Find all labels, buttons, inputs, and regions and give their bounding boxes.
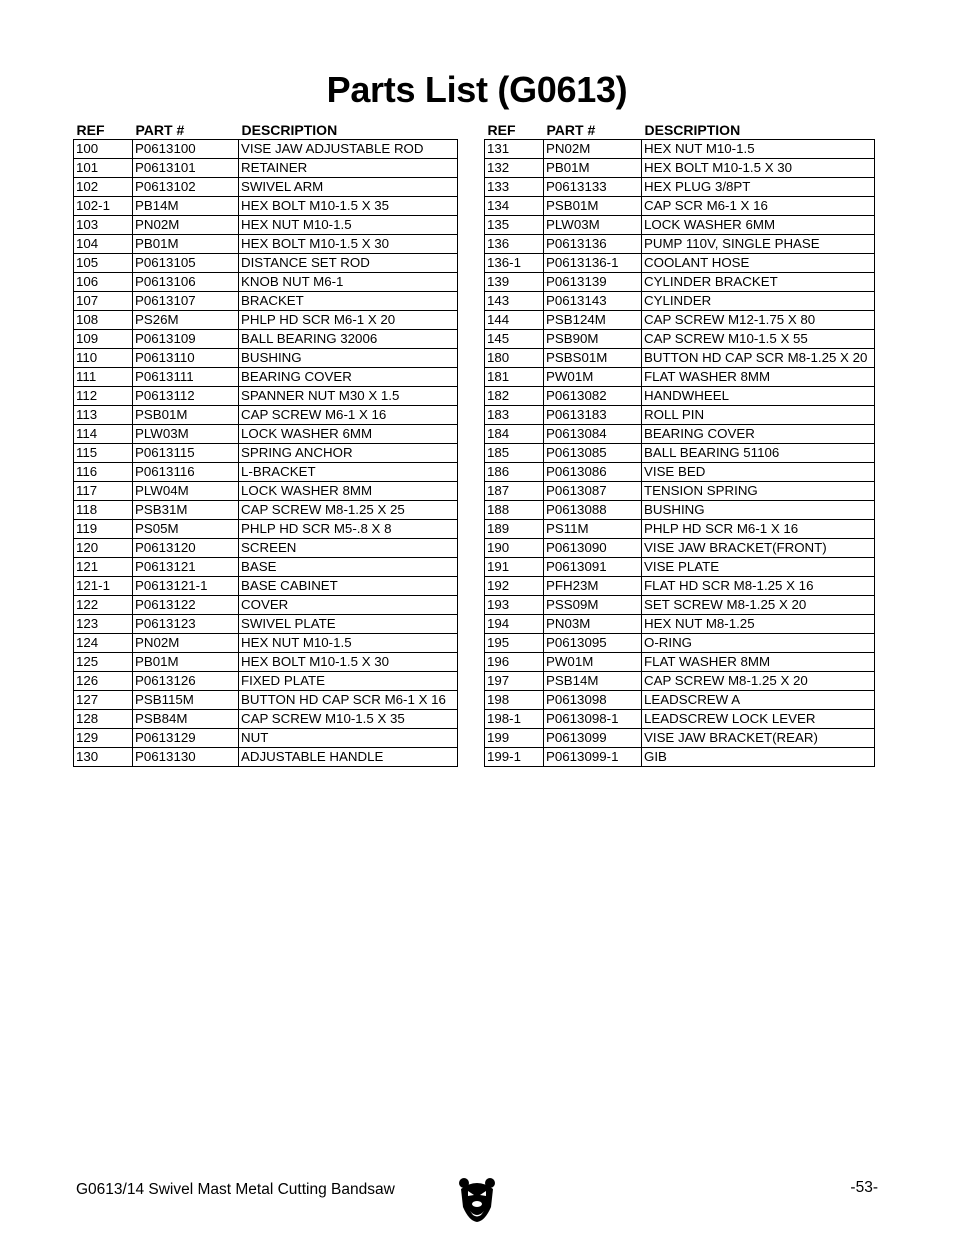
table-row [74,178,458,197]
parts-table-left [73,116,458,767]
cell-ref: 100 [74,140,133,159]
column-header-description: DESCRIPTION [644,122,741,138]
cell-description: LOCK WASHER 8MM [239,482,458,501]
cell-part-number: P0613122 [133,596,239,615]
table-row [74,273,458,292]
table-row [74,197,458,216]
cell-part-number: PFH23M [544,577,642,596]
table-row [485,634,875,653]
cell-description: VISE PLATE [642,558,875,577]
cell-ref: 194 [485,615,544,634]
cell-ref: 109 [74,330,133,349]
cell-ref: 195 [485,634,544,653]
cell-description: SCREEN [239,539,458,558]
table-row [485,349,875,368]
cell-description: FLAT WASHER 8MM [642,653,875,672]
cell-ref: 192 [485,577,544,596]
table-row [485,292,875,311]
cell-description: LEADSCREW LOCK LEVER [642,710,875,729]
cell-description: CYLINDER BRACKET [642,273,875,292]
cell-part-number: PB01M [133,235,239,254]
cell-part-number: P0613111 [133,368,239,387]
cell-part-number: P0613130 [133,748,239,767]
cell-ref: 144 [485,311,544,330]
cell-description: SPRING ANCHOR [239,444,458,463]
cell-ref: 129 [74,729,133,748]
cell-part-number: PSB115M [133,691,239,710]
table-row [485,615,875,634]
cell-part-number: P0613090 [544,539,642,558]
cell-part-number: P0613129 [133,729,239,748]
cell-ref: 104 [74,235,133,254]
table-row [485,501,875,520]
cell-ref: 133 [485,178,544,197]
cell-part-number: P0613139 [544,273,642,292]
cell-description: HEX BOLT M10-1.5 X 30 [239,235,458,254]
cell-ref: 188 [485,501,544,520]
table-row [74,615,458,634]
cell-ref: 181 [485,368,544,387]
cell-description: HEX NUT M10-1.5 [239,634,458,653]
cell-part-number: P0613143 [544,292,642,311]
cell-part-number: PW01M [544,368,642,387]
table-row [74,577,458,596]
page-number: -53- [850,1179,878,1196]
cell-description: SPANNER NUT M30 X 1.5 [239,387,458,406]
table-row [485,254,875,273]
cell-part-number: PN02M [133,634,239,653]
table-row [485,691,875,710]
cell-description: HEX NUT M8-1.25 [642,615,875,634]
cell-description: FLAT HD SCR M8-1.25 X 16 [642,577,875,596]
parts-table-right [484,116,875,767]
cell-ref: 102-1 [74,197,133,216]
cell-part-number: P0613101 [133,159,239,178]
cell-description: HEX BOLT M10-1.5 X 35 [239,197,458,216]
cell-ref: 134 [485,197,544,216]
cell-description: BUSHING [239,349,458,368]
table-row [485,197,875,216]
cell-part-number: PSB124M [544,311,642,330]
table-row [74,159,458,178]
cell-part-number: PSB84M [133,710,239,729]
table-row [485,235,875,254]
table-row [485,520,875,539]
cell-part-number: P0613121-1 [133,577,239,596]
cell-ref: 121-1 [74,577,133,596]
column-header-part: PART # [135,122,185,138]
table-row [74,444,458,463]
cell-ref: 187 [485,482,544,501]
cell-ref: 113 [74,406,133,425]
cell-ref: 103 [74,216,133,235]
cell-part-number: P0613107 [133,292,239,311]
cell-ref: 127 [74,691,133,710]
cell-description: BASE CABINET [239,577,458,596]
table-row [74,634,458,653]
table-row [74,254,458,273]
cell-description: NUT [239,729,458,748]
cell-ref: 199-1 [485,748,544,767]
table-row [74,235,458,254]
cell-ref: 121 [74,558,133,577]
table-row [485,425,875,444]
cell-part-number: PB14M [133,197,239,216]
table-row [74,653,458,672]
table-row [74,482,458,501]
cell-description: KNOB NUT M6-1 [239,273,458,292]
cell-part-number: PW01M [544,653,642,672]
table-row [74,463,458,482]
cell-description: FLAT WASHER 8MM [642,368,875,387]
cell-ref: 196 [485,653,544,672]
cell-part-number: P0613105 [133,254,239,273]
column-header-description: DESCRIPTION [241,122,338,138]
cell-part-number: P0613102 [133,178,239,197]
cell-part-number: PLW03M [544,216,642,235]
cell-part-number: P0613084 [544,425,642,444]
cell-part-number: P0613133 [544,178,642,197]
table-row [74,520,458,539]
cell-description: BRACKET [239,292,458,311]
cell-part-number: P0613085 [544,444,642,463]
table-row [485,330,875,349]
cell-description: VISE BED [642,463,875,482]
table-header-row [74,116,458,140]
cell-ref: 122 [74,596,133,615]
cell-ref: 198-1 [485,710,544,729]
cell-part-number: P0613086 [544,463,642,482]
cell-part-number: PSB01M [133,406,239,425]
cell-ref: 118 [74,501,133,520]
table-row [485,577,875,596]
cell-description: CYLINDER [642,292,875,311]
cell-part-number: P0613115 [133,444,239,463]
cell-part-number: PSB01M [544,197,642,216]
cell-ref: 116 [74,463,133,482]
table-row [485,159,875,178]
page-title: Parts List (G0613) [326,69,628,110]
table-row [485,140,875,159]
table-row [485,273,875,292]
column-header-ref: REF [76,122,105,138]
cell-part-number: PN02M [544,140,642,159]
cell-ref: 110 [74,349,133,368]
cell-description: VISE JAW BRACKET(REAR) [642,729,875,748]
cell-ref: 143 [485,292,544,311]
cell-description: HEX NUT M10-1.5 [642,140,875,159]
table-header-row [485,116,875,140]
cell-part-number: PS05M [133,520,239,539]
cell-description: ROLL PIN [642,406,875,425]
cell-description: BUTTON HD CAP SCR M6-1 X 16 [239,691,458,710]
table-row [485,387,875,406]
cell-part-number: PB01M [544,159,642,178]
table-row [74,748,458,767]
cell-ref: 184 [485,425,544,444]
cell-part-number: PN02M [133,216,239,235]
cell-description: HEX PLUG 3/8PT [642,178,875,197]
cell-ref: 199 [485,729,544,748]
cell-description: PHLP HD SCR M6-1 X 20 [239,311,458,330]
table-row [485,311,875,330]
cell-description: CAP SCREW M10-1.5 X 55 [642,330,875,349]
cell-part-number: P0613098 [544,691,642,710]
column-header-ref: REF [487,122,516,138]
cell-ref: 112 [74,387,133,406]
table-row [74,349,458,368]
cell-part-number: P0613123 [133,615,239,634]
cell-description: BEARING COVER [642,425,875,444]
table-row [74,311,458,330]
cell-part-number: P0613183 [544,406,642,425]
cell-part-number: PLW03M [133,425,239,444]
cell-ref: 136-1 [485,254,544,273]
cell-part-number: PS11M [544,520,642,539]
table-row [74,387,458,406]
table-row [74,729,458,748]
cell-ref: 189 [485,520,544,539]
cell-ref: 193 [485,596,544,615]
cell-part-number: PSB31M [133,501,239,520]
table-row [74,710,458,729]
cell-ref: 126 [74,672,133,691]
cell-ref: 101 [74,159,133,178]
table-row [74,330,458,349]
cell-description: LEADSCREW A [642,691,875,710]
bear-head-icon [457,1175,497,1223]
table-row [485,558,875,577]
cell-ref: 120 [74,539,133,558]
cell-part-number: PS26M [133,311,239,330]
cell-description: PHLP HD SCR M6-1 X 16 [642,520,875,539]
table-row [74,216,458,235]
cell-description: PUMP 110V, SINGLE PHASE [642,235,875,254]
cell-description: TENSION SPRING [642,482,875,501]
cell-ref: 183 [485,406,544,425]
cell-description: GIB [642,748,875,767]
cell-description: VISE JAW BRACKET(FRONT) [642,539,875,558]
cell-ref: 190 [485,539,544,558]
cell-ref: 123 [74,615,133,634]
cell-ref: 136 [485,235,544,254]
cell-ref: 125 [74,653,133,672]
cell-ref: 197 [485,672,544,691]
cell-part-number: P0613099-1 [544,748,642,767]
table-row [74,406,458,425]
cell-description: CAP SCR M6-1 X 16 [642,197,875,216]
cell-ref: 132 [485,159,544,178]
cell-description: LOCK WASHER 6MM [239,425,458,444]
cell-part-number: PSB90M [544,330,642,349]
table-row [74,292,458,311]
cell-description: CAP SCREW M6-1 X 16 [239,406,458,425]
cell-ref: 130 [74,748,133,767]
cell-part-number: P0613100 [133,140,239,159]
table-row [74,501,458,520]
cell-part-number: P0613112 [133,387,239,406]
table-row [74,539,458,558]
cell-part-number: P0613088 [544,501,642,520]
table-row [74,425,458,444]
cell-description: COOLANT HOSE [642,254,875,273]
cell-part-number: P0613109 [133,330,239,349]
table-row [485,710,875,729]
cell-description: HANDWHEEL [642,387,875,406]
cell-description: BASE [239,558,458,577]
cell-description: PHLP HD SCR M5-.8 X 8 [239,520,458,539]
table-row [485,672,875,691]
cell-part-number: PSS09M [544,596,642,615]
cell-ref: 128 [74,710,133,729]
cell-ref: 185 [485,444,544,463]
table-row [485,406,875,425]
cell-description: CAP SCREW M12-1.75 X 80 [642,311,875,330]
cell-description: HEX BOLT M10-1.5 X 30 [239,653,458,672]
cell-description: BALL BEARING 51106 [642,444,875,463]
cell-part-number: P0613091 [544,558,642,577]
cell-part-number: P0613136-1 [544,254,642,273]
cell-part-number: PSB14M [544,672,642,691]
cell-ref: 131 [485,140,544,159]
cell-part-number: PN03M [544,615,642,634]
table-row [74,368,458,387]
table-row [485,748,875,767]
cell-description: HEX BOLT M10-1.5 X 30 [642,159,875,178]
cell-ref: 191 [485,558,544,577]
cell-description: ADJUSTABLE HANDLE [239,748,458,767]
cell-description: CAP SCREW M8-1.25 X 25 [239,501,458,520]
cell-part-number: P0613095 [544,634,642,653]
cell-description: SWIVEL ARM [239,178,458,197]
footer-manual-title: G0613/14 Swivel Mast Metal Cutting Bandsaw [76,1181,395,1198]
cell-description: O-RING [642,634,875,653]
table-row [485,368,875,387]
table-row [485,463,875,482]
table-row [485,596,875,615]
table-row [485,729,875,748]
cell-description: DISTANCE SET ROD [239,254,458,273]
cell-ref: 119 [74,520,133,539]
column-header-part: PART # [546,122,596,138]
cell-ref: 182 [485,387,544,406]
cell-description: CAP SCREW M10-1.5 X 35 [239,710,458,729]
cell-description: SET SCREW M8-1.25 X 20 [642,596,875,615]
cell-description: BALL BEARING 32006 [239,330,458,349]
table-row [485,216,875,235]
cell-description: RETAINER [239,159,458,178]
cell-ref: 117 [74,482,133,501]
cell-part-number: P0613116 [133,463,239,482]
table-row [485,444,875,463]
cell-part-number: P0613098-1 [544,710,642,729]
cell-ref: 108 [74,311,133,330]
cell-part-number: P0613120 [133,539,239,558]
table-row [485,653,875,672]
table-row [485,539,875,558]
cell-ref: 111 [74,368,133,387]
cell-part-number: P0613106 [133,273,239,292]
cell-ref: 139 [485,273,544,292]
cell-ref: 186 [485,463,544,482]
cell-part-number: PB01M [133,653,239,672]
cell-description: HEX NUT M10-1.5 [239,216,458,235]
table-row [485,482,875,501]
cell-part-number: PSBS01M [544,349,642,368]
table-row [74,558,458,577]
cell-description: SWIVEL PLATE [239,615,458,634]
cell-ref: 198 [485,691,544,710]
cell-ref: 106 [74,273,133,292]
table-row [74,596,458,615]
cell-part-number: P0613099 [544,729,642,748]
table-row [74,672,458,691]
cell-description: BUSHING [642,501,875,520]
cell-description: COVER [239,596,458,615]
cell-ref: 115 [74,444,133,463]
cell-part-number: P0613121 [133,558,239,577]
cell-part-number: P0613087 [544,482,642,501]
cell-description: VISE JAW ADJUSTABLE ROD [239,140,458,159]
cell-part-number: P0613136 [544,235,642,254]
cell-description: BEARING COVER [239,368,458,387]
cell-part-number: P0613126 [133,672,239,691]
cell-part-number: P0613110 [133,349,239,368]
cell-part-number: PLW04M [133,482,239,501]
cell-ref: 107 [74,292,133,311]
table-row [74,691,458,710]
cell-ref: 145 [485,330,544,349]
cell-description: L-BRACKET [239,463,458,482]
cell-description: FIXED PLATE [239,672,458,691]
cell-description: CAP SCREW M8-1.25 X 20 [642,672,875,691]
cell-ref: 124 [74,634,133,653]
cell-description: BUTTON HD CAP SCR M8-1.25 X 20 [642,349,875,368]
table-row [74,140,458,159]
cell-ref: 180 [485,349,544,368]
cell-ref: 114 [74,425,133,444]
table-row [485,178,875,197]
cell-part-number: P0613082 [544,387,642,406]
cell-ref: 105 [74,254,133,273]
cell-ref: 135 [485,216,544,235]
cell-description: LOCK WASHER 6MM [642,216,875,235]
cell-ref: 102 [74,178,133,197]
